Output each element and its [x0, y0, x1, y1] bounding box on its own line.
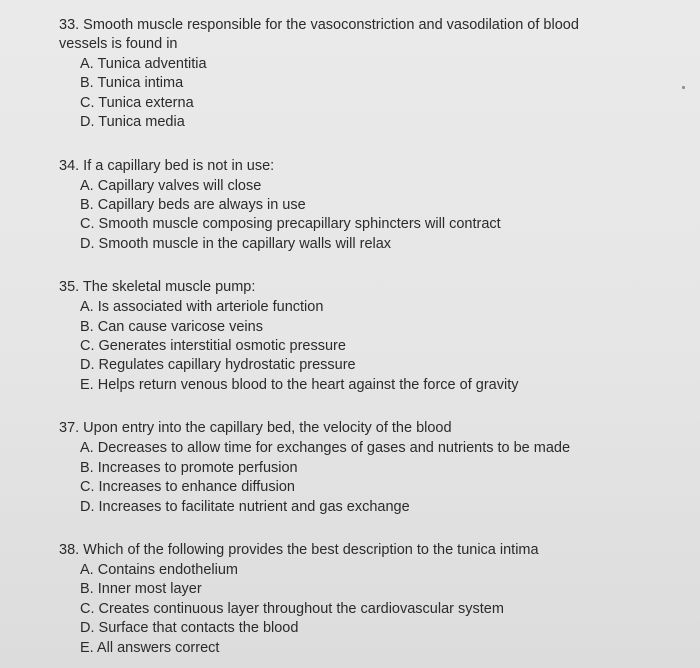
option-a: A. Tunica adventitia — [80, 56, 207, 72]
answer-options — [0, 561, 700, 658]
question-37 — [0, 419, 700, 517]
question-35 — [0, 278, 700, 395]
question-38 — [0, 541, 700, 658]
question-text: 37. Upon entry into the capillary bed, the velocity of the blood — [59, 420, 452, 437]
question-text: 38. Which of the following provides the best description to the tunica intima — [59, 541, 539, 558]
stray-mark — [682, 86, 685, 89]
option-b: B. Tunica intima — [80, 75, 184, 92]
option-c: C. Increases to enhance diffusion — [80, 479, 295, 496]
option-c: C. Generates interstitial osmotic pressure — [80, 338, 346, 355]
question-34 — [0, 157, 700, 255]
option-a: A. Is associated with arteriole function — [80, 299, 324, 316]
option-c: C. Creates continuous layer throughout the cardiovascular system — [80, 600, 504, 617]
question-text: 34. If a capillary bed is not in use: — [59, 157, 275, 174]
option-b: B. Capillary beds are always in use — [80, 197, 306, 214]
answer-options — [0, 439, 700, 517]
option-d: D. Surface that contacts the blood — [80, 620, 299, 637]
option-b: B. Increases to promote perfusion — [80, 459, 298, 476]
option-c: C. Tunica externa — [80, 94, 194, 111]
option-a: A. Decreases to allow time for exchanges of gases and nutrients to be made — [80, 440, 571, 457]
option-c: C. Smooth muscle composing precapillary sphincters will contract — [80, 216, 501, 233]
option-b: B. Inner most layer — [80, 581, 202, 598]
question-33 — [0, 16, 700, 133]
answer-options — [0, 177, 700, 255]
answer-options — [0, 298, 700, 395]
option-d: D. Tunica media — [80, 114, 185, 131]
option-a: A. Capillary valves will close — [80, 177, 262, 194]
option-e: E. Helps return venous blood to the heart against the force of gravity — [80, 376, 519, 393]
question-text: 35. The skeletal muscle pump: — [59, 279, 256, 296]
option-a: A. Contains endothelium — [80, 561, 238, 578]
answer-options — [0, 55, 700, 133]
question-text: 33. Smooth muscle responsible for the vasoconstriction and vasodilation of blood vessels is found in — [59, 17, 579, 52]
option-e: E. All answers correct — [80, 639, 220, 656]
option-d: D. Smooth muscle in the capillary walls will relax — [80, 235, 392, 252]
option-d: D. Increases to facilitate nutrient and gas exchange — [80, 498, 410, 515]
option-b: B. Can cause varicose veins — [80, 318, 263, 335]
option-d: D. Regulates capillary hydrostatic pressure — [80, 357, 356, 374]
